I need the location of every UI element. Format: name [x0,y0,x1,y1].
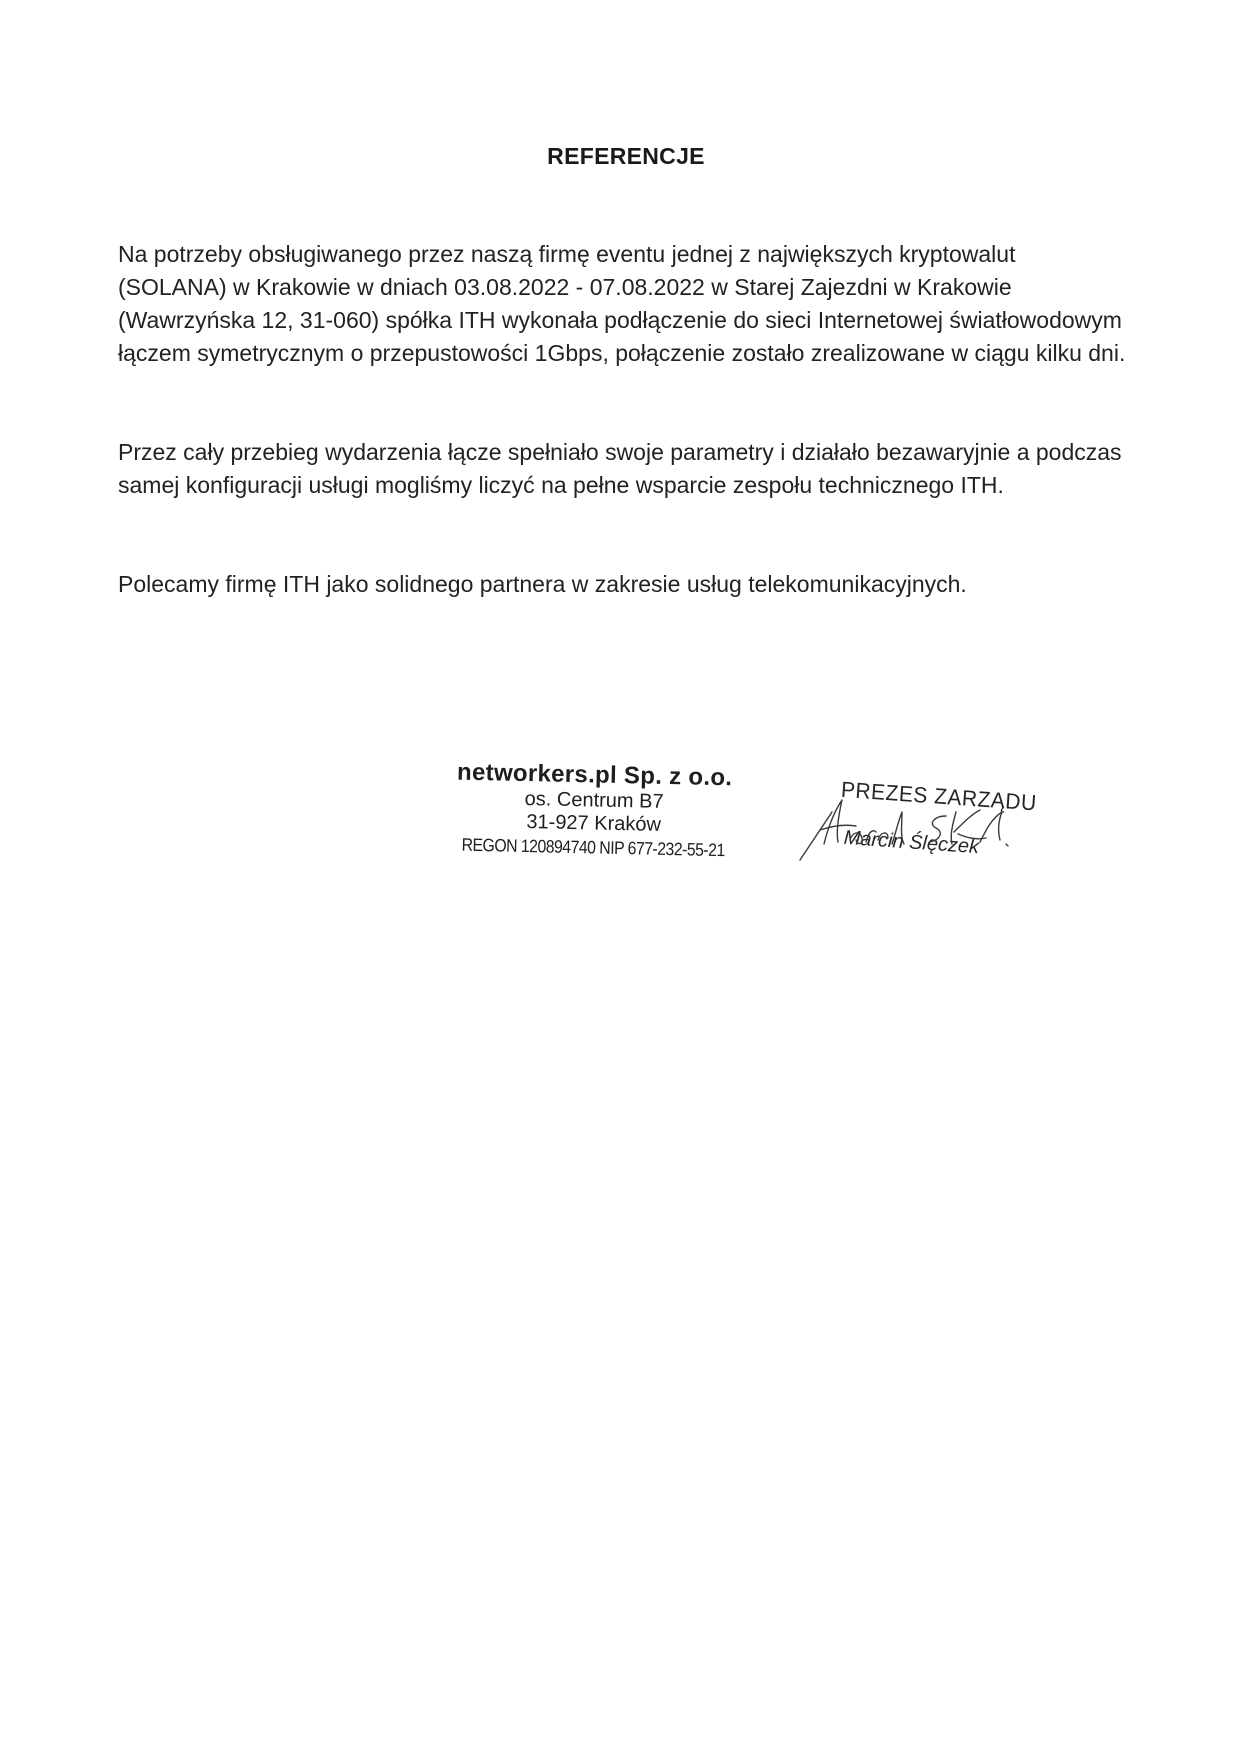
document-title: REFERENCJE [547,143,705,169]
paragraph-event-description [118,238,1128,370]
company-address-street: os. Centrum B7 [524,787,664,813]
paragraph-recommendation [118,568,1128,601]
company-name: networkers.pl Sp. z o.o. [456,758,733,792]
company-stamp [428,758,760,863]
paragraph-performance [118,436,1128,502]
signatory-role: PREZES ZARZĄDU [840,777,1038,816]
paragraph-text: Na potrzeby obsługiwanego przez naszą firmę eventu jednej z największych kryptowalut (SOLANA) w Krakowie w dniach 03.08.2022 - 07.08.2022 w Starej Zajezdni w Krakowie (Wawrzyńska 12, 31-060) spółka ITH wykonała podłączenie do sieci Internetowej światłowodowym łączem symetrycznym o przepustowości 1Gbps, połączenie zostało zrealizowane w ciągu kilku dni. [118,241,1126,366]
handwritten-signature [780,782,1040,872]
signature-scribble-icon [780,782,1040,872]
company-address-city: 31-927 Kraków [526,811,662,836]
paragraph-text: Polecamy firmę ITH jako solidnego partnera w zakresie usług telekomunikacyjnych. [118,571,967,597]
signatory-name: Marcin Ślęczek [842,826,980,859]
company-registration-ids: REGON 120894740 NIP 677-232-55-21 [461,834,725,861]
paragraph-text: Przez cały przebieg wydarzenia łącze spełniało swoje parametry i działało bezawaryjnie a podczas samej konfiguracji usługi mogliśmy liczyć na pełne wsparcie zespołu technicznego ITH. [118,439,1122,498]
